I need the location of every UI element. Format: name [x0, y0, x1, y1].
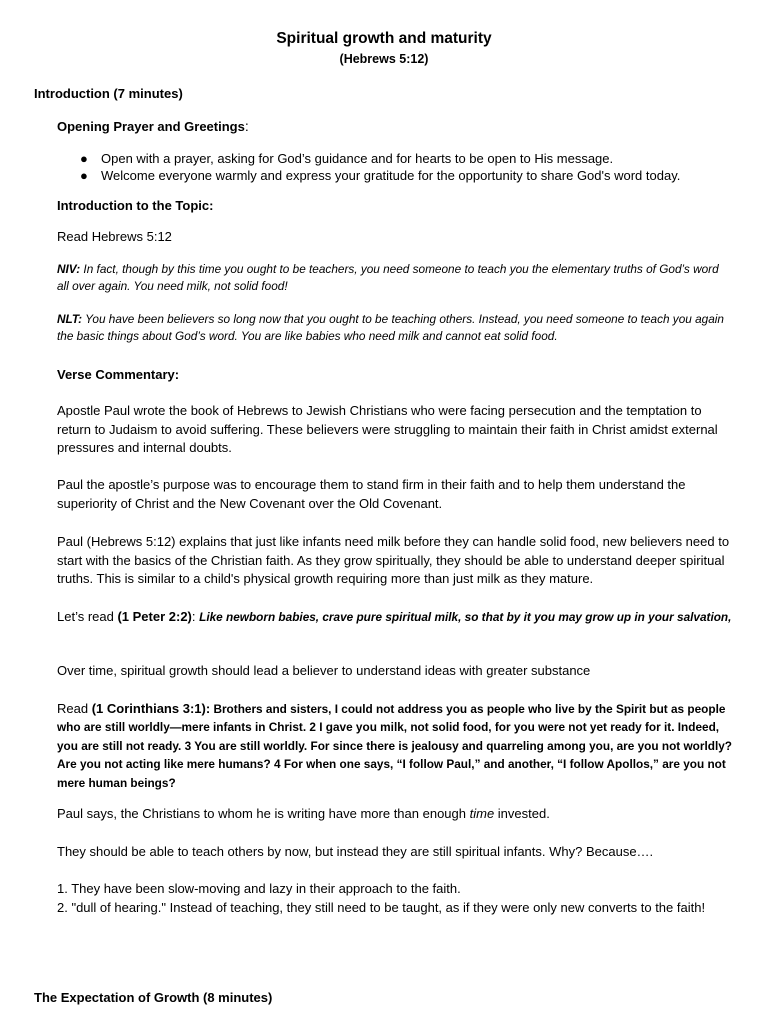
commentary-heading — [57, 367, 179, 382]
list-item — [57, 167, 747, 184]
time-text-italic: time — [469, 806, 495, 821]
peter-passage — [57, 608, 737, 627]
page-subtitle: (Hebrews 5:12) — [339, 52, 429, 66]
peter-colon: : — [191, 609, 200, 624]
peter-prefix: Let’s read — [57, 609, 118, 624]
intro-heading: Introduction (7 minutes) — [34, 86, 183, 101]
paragraph-context: Apostle Paul wrote the book of Hebrews to Jewish Christians who were facing persecution and the temptation to return to Judaism to avoid suffering. These believers were struggling to maintain their faith in Christ amidst external pressures and internal doubts. — [57, 403, 718, 455]
topic-heading-text: Introduction to the Topic — [57, 198, 210, 213]
list-item: 2. "dull of hearing." Instead of teaching, they still need to be taught, as if they were only new converts to the faith! — [57, 900, 706, 915]
list-item — [57, 150, 747, 167]
peter-reference: (1 Peter 2:2) — [117, 609, 192, 624]
paragraph-explanation: Paul (Hebrews 5:12) explains that just like infants need milk before they can handle solid food, new believers need to start with the basics of the Christian faith. As they grow spiritually, they should be able to understand deeper spiritual truths. This is similar to a child's physical growth requiring more than just milk as they mature. — [57, 534, 730, 586]
list-item-text: Open with a prayer, asking for God’s guidance and for hearts to be open to His message. — [101, 151, 614, 166]
commentary-heading-text: Verse Commentary — [57, 367, 175, 382]
opening-heading-colon: : — [244, 118, 249, 134]
paragraph-because: They should be able to teach others by now, but instead they are still spiritual infants. Why? Because…. — [57, 844, 654, 859]
corinthians-prefix: Read — [57, 701, 92, 716]
time-text-start: Paul says, the Christians to whom he is writing have more than enough — [57, 806, 470, 821]
opening-heading — [57, 118, 249, 134]
niv-text: In fact, though by this time you ought to be teachers, you need someone to teach you the elementary truths of God’s word all over again. You need milk, not solid food! — [57, 262, 719, 293]
commentary-heading-colon: : — [174, 367, 180, 382]
read-hebrews-line: Read Hebrews 5:12 — [57, 229, 172, 244]
topic-heading — [57, 198, 213, 213]
niv-label: NIV: — [57, 262, 81, 276]
corinthians-reference: (1 Corinthians 3:1): — [91, 701, 211, 716]
list-item-text: Welcome everyone warmly and express your gratitude for the opportunity to share God's word today. — [101, 168, 681, 183]
bullet-icon: ● — [80, 168, 88, 183]
nlt-verse — [57, 311, 729, 345]
nlt-label: NLT: — [57, 312, 83, 326]
paragraph-growth: Over time, spiritual growth should lead a believer to understand ideas with greater substance — [57, 663, 591, 678]
corinthians-passage — [57, 700, 737, 792]
corinthians-text: Brothers and sisters, I could not address you as people who live by the Spirit but as people who are still worldly—mere infants in Christ. 2 I gave you milk, not solid food, for you were not yet ready for it. Indeed, you are still not ready. 3 You are still worldly. For since there is jealousy and quarreling among you, are you not worldly? Are you not acting like mere humans? 4 For when one says, “I follow Paul,” and another, “I follow Apollos,” are you not mere human beings? — [57, 702, 732, 790]
nlt-text: You have been believers so long now that you ought to be teaching others. Instead, you need someone to teach you again the basic things about God’s word. You are like babies who need milk and cannot eat solid food. — [57, 312, 724, 343]
paragraph-time — [57, 805, 737, 824]
paragraph-purpose: Paul the apostle’s purpose was to encourage them to stand firm in their faith and to help them understand the superiority of Christ and the New Covenant over the Old Covenant. — [57, 477, 686, 511]
opening-heading-text: Opening Prayer and Greetings — [57, 119, 245, 134]
bullet-icon: ● — [80, 151, 88, 166]
time-text-end: invested. — [494, 806, 550, 821]
niv-verse — [57, 261, 729, 295]
opening-bullet-list — [57, 150, 747, 184]
list-item: 1. They have been slow-moving and lazy in their approach to the faith. — [57, 881, 461, 896]
expectation-heading: The Expectation of Growth (8 minutes) — [34, 990, 273, 1005]
topic-heading-colon: : — [209, 198, 214, 213]
page-title: Spiritual growth and maturity — [276, 30, 492, 47]
peter-text: Like newborn babies, crave pure spiritual milk, so that by it you may grow up in your salvation, — [199, 610, 732, 624]
